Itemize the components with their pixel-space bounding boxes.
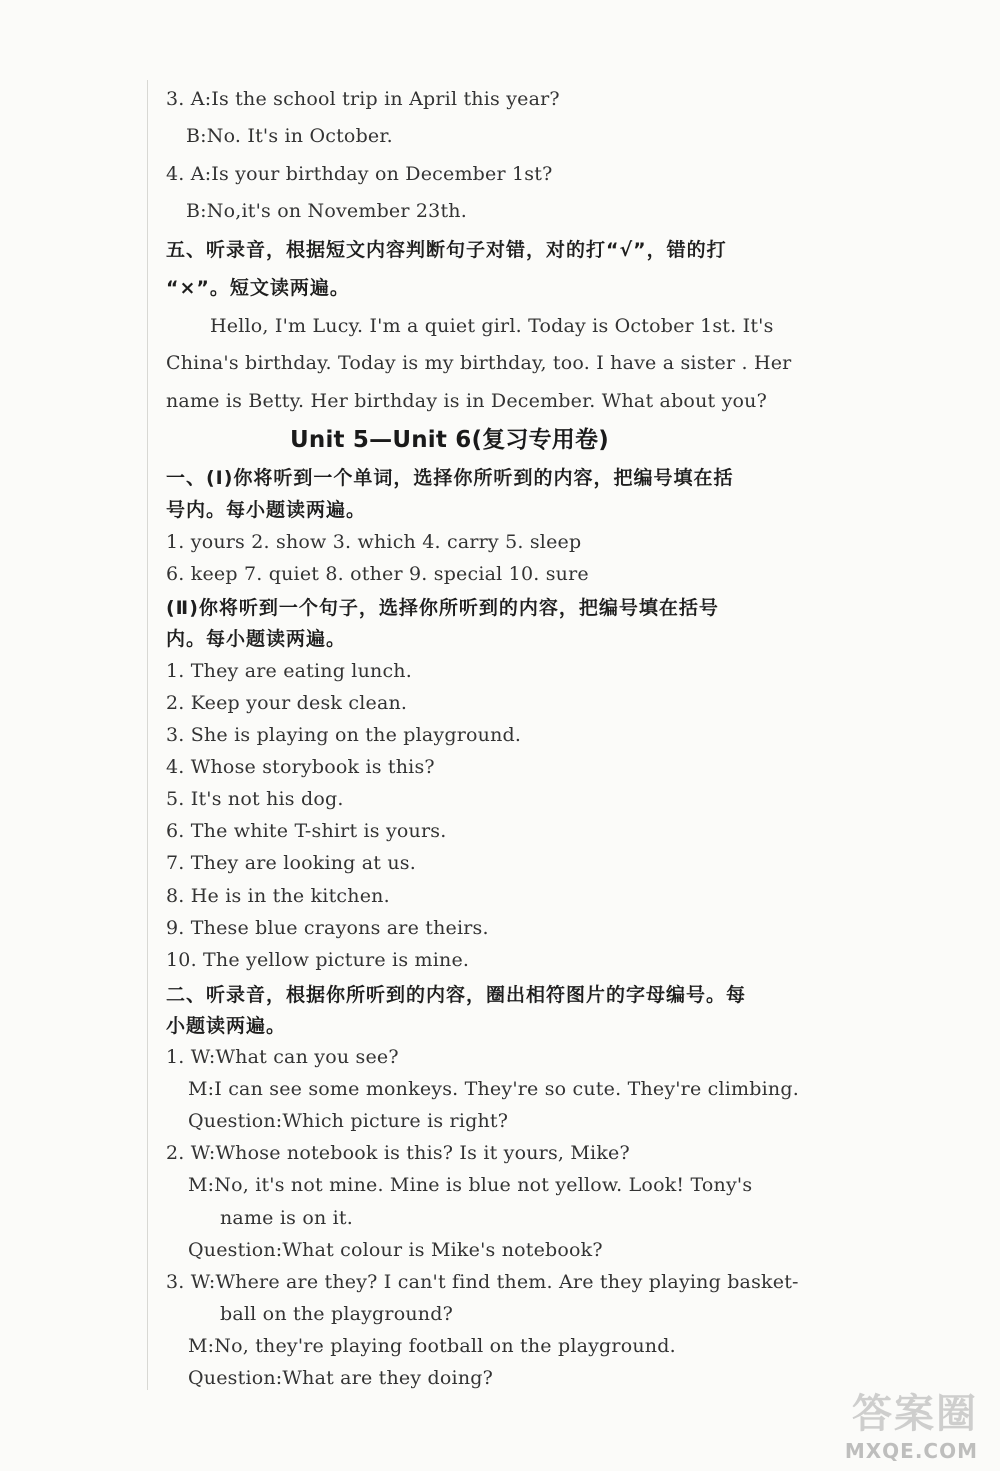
text-line: Question:What are they doing? xyxy=(188,1367,494,1389)
text-line: Hello, I'm Lucy. I'm a quiet girl. Today is October 1st. It's xyxy=(210,315,774,337)
text-line: 小题读两遍。 xyxy=(166,1015,287,1037)
text-line: Question:Which picture is right? xyxy=(188,1110,509,1132)
text-line: 6. The white T-shirt is yours. xyxy=(166,820,447,842)
text-line: 1. W:What can you see? xyxy=(166,1046,399,1068)
text-line: 1. They are eating lunch. xyxy=(166,660,412,682)
text-line: M:No, it's not mine. Mine is blue not yellow. Look! Tony's xyxy=(188,1174,753,1196)
text-line: B:No. It's in October. xyxy=(186,125,393,147)
text-line: 3. W:Where are they? I can't find them. Are they playing basket- xyxy=(166,1271,799,1293)
text-line: 5. It's not his dog. xyxy=(166,788,344,810)
text-line: 4. Whose storybook is this? xyxy=(166,756,435,778)
text-line: 2. Keep your desk clean. xyxy=(166,692,408,714)
watermark-url: MXQE.COM xyxy=(844,1439,978,1463)
text-line: China's birthday. Today is my birthday, too. I have a sister . Her xyxy=(166,352,792,374)
watermark-logo: 答案圈 xyxy=(852,1391,978,1437)
text-line: B:No,it's on November 23th. xyxy=(186,200,467,222)
text-line: 一、(Ⅰ)你将听到一个单词，选择你所听到的内容，把编号填在括 xyxy=(166,467,734,489)
watermark xyxy=(845,1382,978,1463)
text-line: 6. keep 7. quiet 8. other 9. special 10. sure xyxy=(166,563,589,585)
text-line: M:No, they're playing football on the playground. xyxy=(188,1335,676,1357)
text-line: 内。每小题读两遍。 xyxy=(166,628,347,650)
page-margin-rule xyxy=(147,80,148,1390)
text-line: 9. These blue crayons are theirs. xyxy=(166,917,489,939)
text-line: M:I can see some monkeys. They're so cute. They're climbing. xyxy=(188,1078,799,1100)
text-line: Question:What colour is Mike's notebook? xyxy=(188,1239,603,1261)
text-line: 号内。每小题读两遍。 xyxy=(166,499,367,521)
text-line: “×”。短文读两遍。 xyxy=(166,277,350,299)
text-line: 4. A:Is your birthday on December 1st? xyxy=(166,163,553,185)
text-line: 3. A:Is the school trip in April this year? xyxy=(166,88,560,110)
text-line: 7. They are looking at us. xyxy=(166,852,417,874)
text-line: 2. W:Whose notebook is this? Is it yours, Mike? xyxy=(166,1142,630,1164)
text-line: 五、听录音，根据短文内容判断句子对错，对的打“√”，错的打 xyxy=(166,239,727,261)
text-line: name is on it. xyxy=(220,1207,353,1229)
text-line: 10. The yellow picture is mine. xyxy=(166,949,470,971)
text-line: ball on the playground? xyxy=(220,1303,453,1325)
text-line: Unit 5—Unit 6(复习专用卷) xyxy=(290,427,609,453)
text-line: 8. He is in the kitchen. xyxy=(166,885,390,907)
text-line: 二、听录音，根据你所听到的内容，圈出相符图片的字母编号。每 xyxy=(166,984,747,1006)
text-line: 3. She is playing on the playground. xyxy=(166,724,522,746)
text-line: 1. yours 2. show 3. which 4. carry 5. sleep xyxy=(166,531,582,553)
text-line: name is Betty. Her birthday is in December. What about you? xyxy=(166,390,767,412)
text-line: (Ⅱ)你将听到一个句子，选择你所听到的内容，把编号填在括号 xyxy=(166,597,719,619)
